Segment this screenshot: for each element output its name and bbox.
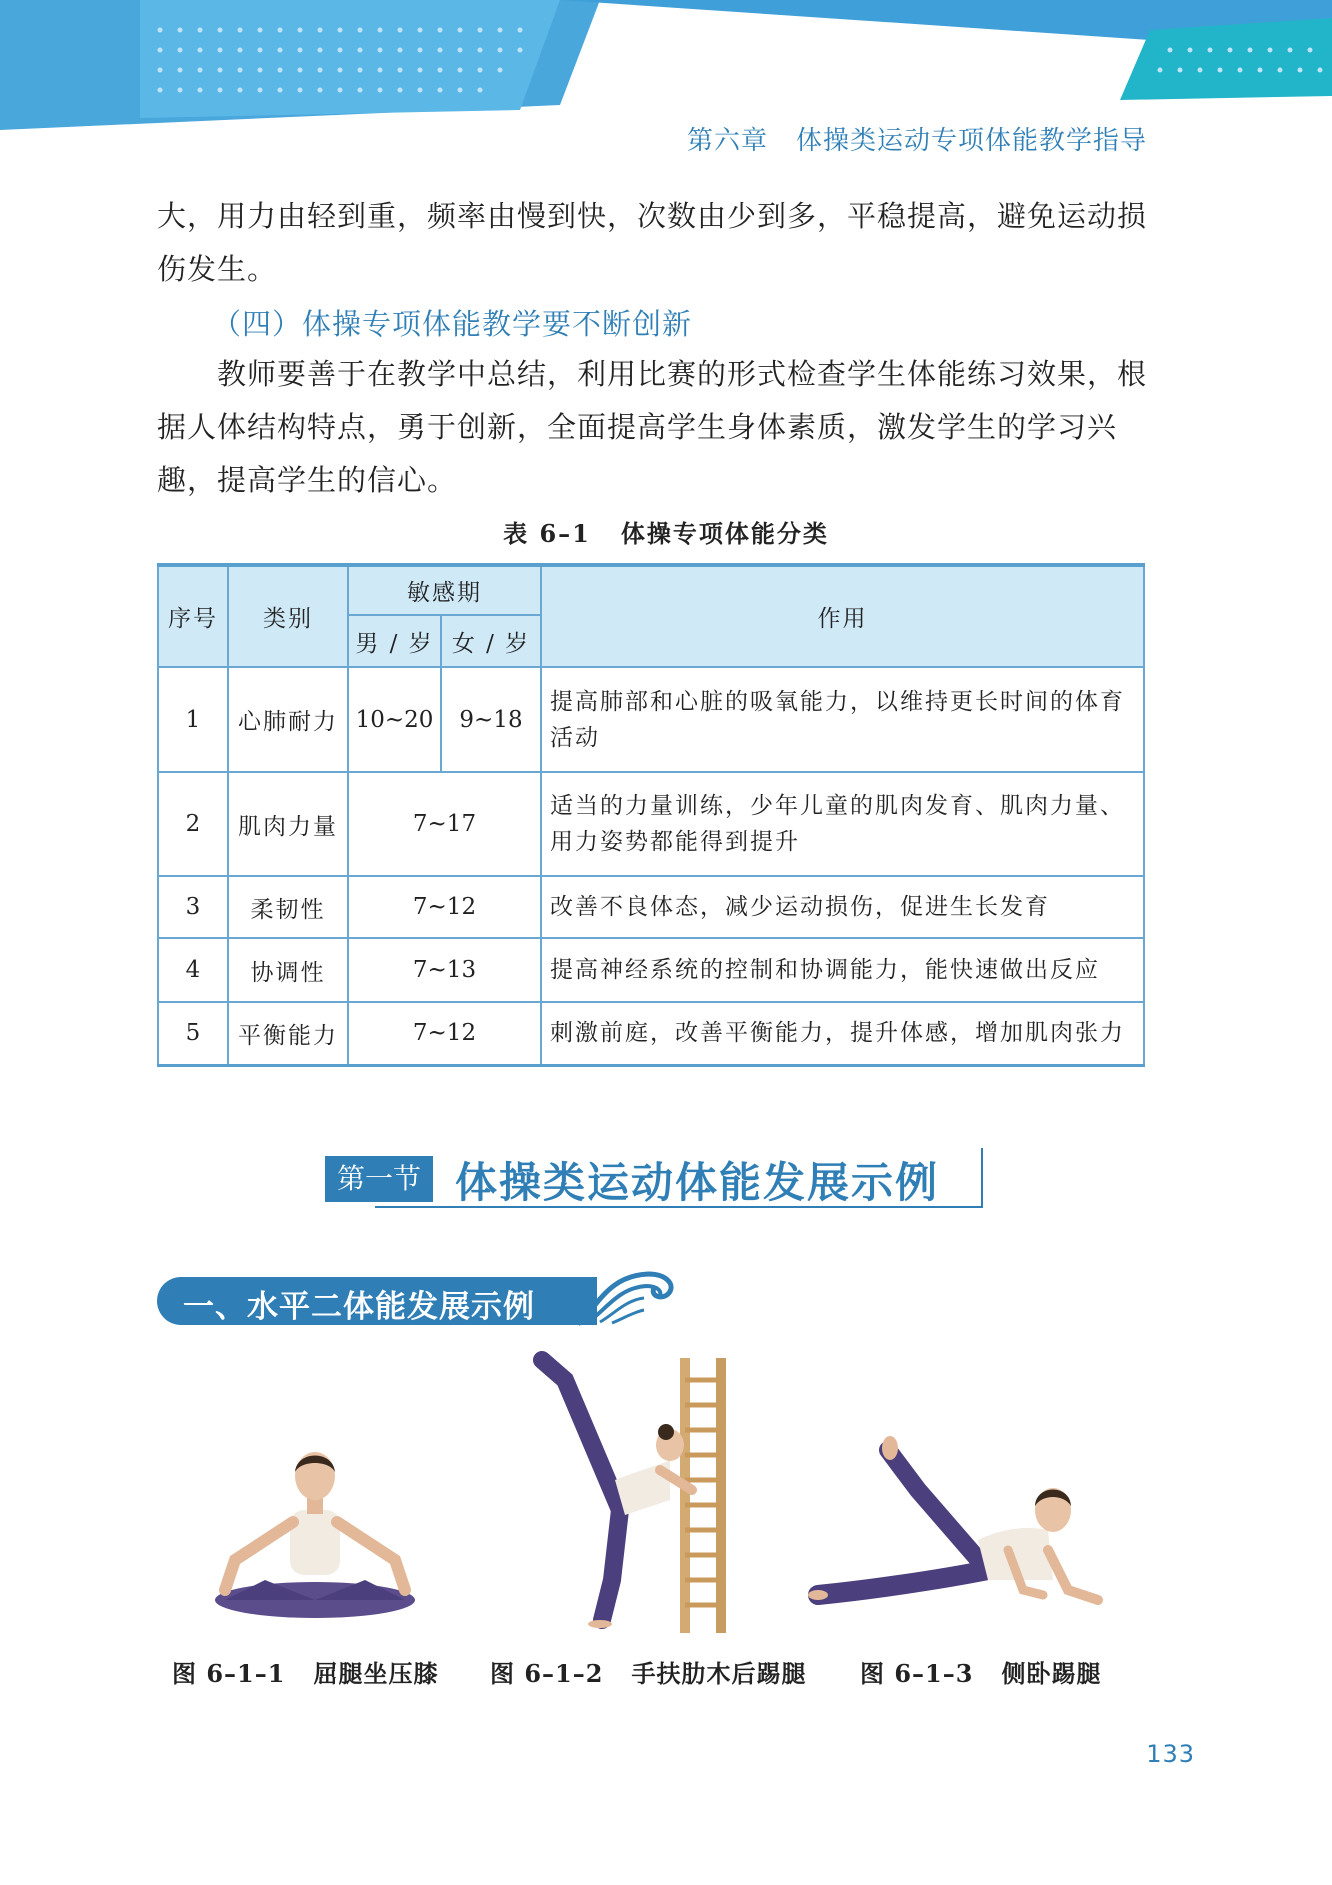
- level-heading: [157, 1277, 597, 1325]
- table-caption-number: 表 6–1: [503, 519, 591, 548]
- row-index: 2: [158, 772, 228, 876]
- row-category: 肌肉力量: [228, 772, 348, 876]
- table-row: [158, 938, 1144, 1002]
- header-category: 类别: [228, 565, 348, 667]
- section-heading: [325, 1148, 985, 1210]
- table-row: [158, 876, 1144, 938]
- row-index: 5: [158, 1002, 228, 1065]
- subheading: （四）体操专项体能教学要不断创新: [212, 307, 693, 341]
- figure-side-lying-kick: [808, 1430, 1118, 1620]
- table-row: [158, 772, 1144, 876]
- row-effect: 适当的力量训练，少年儿童的肌肉发育、肌肉力量、用力姿势都能得到提升: [541, 772, 1144, 876]
- row-index: 1: [158, 667, 228, 772]
- header-sensitive-period: 敏感期: [348, 565, 541, 615]
- figure-caption-1: [172, 1654, 438, 1689]
- figure-number: 图 6–1–2: [490, 1659, 604, 1688]
- row-index: 4: [158, 938, 228, 1002]
- classification-table: [157, 563, 1145, 1067]
- row-effect: 提高神经系统的控制和协调能力，能快速做出反应: [541, 938, 1144, 1002]
- wave-ornament-icon: [578, 1266, 678, 1326]
- row-female-age: 9~18: [441, 667, 541, 772]
- figure-title: 侧卧踢腿: [1001, 1659, 1102, 1688]
- figure-title: 屈腿坐压膝: [313, 1659, 439, 1688]
- chapter-label: 第六章: [686, 126, 768, 156]
- header-female: 女 / 岁: [441, 615, 541, 667]
- row-age: 7~12: [348, 1002, 541, 1065]
- header-effect: 作用: [541, 565, 1144, 667]
- table-caption: [0, 514, 1332, 549]
- paragraph-2: 教师要善于在教学中总结，利用比赛的形式检查学生体能练习效果，根据人体结构特点，勇于创新，全面提高学生身体素质，激发学生的学习兴趣，提高学生的信心。: [157, 357, 1148, 497]
- row-effect: 刺激前庭，改善平衡能力，提升体感，增加肌肉张力: [541, 1002, 1144, 1065]
- row-index: 3: [158, 876, 228, 938]
- figure-number: 图 6–1–1: [172, 1659, 286, 1688]
- header-male: 男 / 岁: [348, 615, 441, 667]
- row-effect: 改善不良体态，减少运动损伤，促进生长发育: [541, 876, 1144, 938]
- figure-wall-bar-back-kick: [520, 1350, 740, 1635]
- section-number-tab: 第一节: [325, 1156, 433, 1202]
- level-title: 一、水平二体能发展示例: [183, 1289, 535, 1325]
- table-row: [158, 1002, 1144, 1065]
- running-header: [687, 120, 1147, 157]
- figure-title: 手扶肋木后踢腿: [631, 1659, 807, 1688]
- table-caption-title: 体操专项体能分类: [620, 519, 829, 548]
- page-number: 133: [1146, 1740, 1195, 1768]
- top-banner: [0, 0, 1332, 130]
- section-title: 体操类运动体能发展示例: [455, 1158, 940, 1207]
- row-age: 7~12: [348, 876, 541, 938]
- row-age: 7~17: [348, 772, 541, 876]
- chapter-title: 体操类运动专项体能教学指导: [795, 126, 1147, 156]
- row-male-age: 10~20: [348, 667, 441, 772]
- row-category: 柔韧性: [228, 876, 348, 938]
- row-effect: 提高肺部和心脏的吸氧能力，以维持更长时间的体育活动: [541, 667, 1144, 772]
- paragraph-1: 大，用力由轻到重，频率由慢到快，次数由少到多，平稳提高，避免运动损伤发生。: [157, 199, 1148, 286]
- row-age: 7~13: [348, 938, 541, 1002]
- figure-caption-3: [860, 1654, 1101, 1689]
- figure-number: 图 6–1–3: [860, 1659, 974, 1688]
- table-row: [158, 667, 1144, 772]
- row-category: 协调性: [228, 938, 348, 1002]
- figure-caption-2: [490, 1654, 806, 1689]
- row-category: 心肺耐力: [228, 667, 348, 772]
- figure-seated-knee-press: [205, 1450, 425, 1620]
- header-index: 序号: [158, 565, 228, 667]
- row-category: 平衡能力: [228, 1002, 348, 1065]
